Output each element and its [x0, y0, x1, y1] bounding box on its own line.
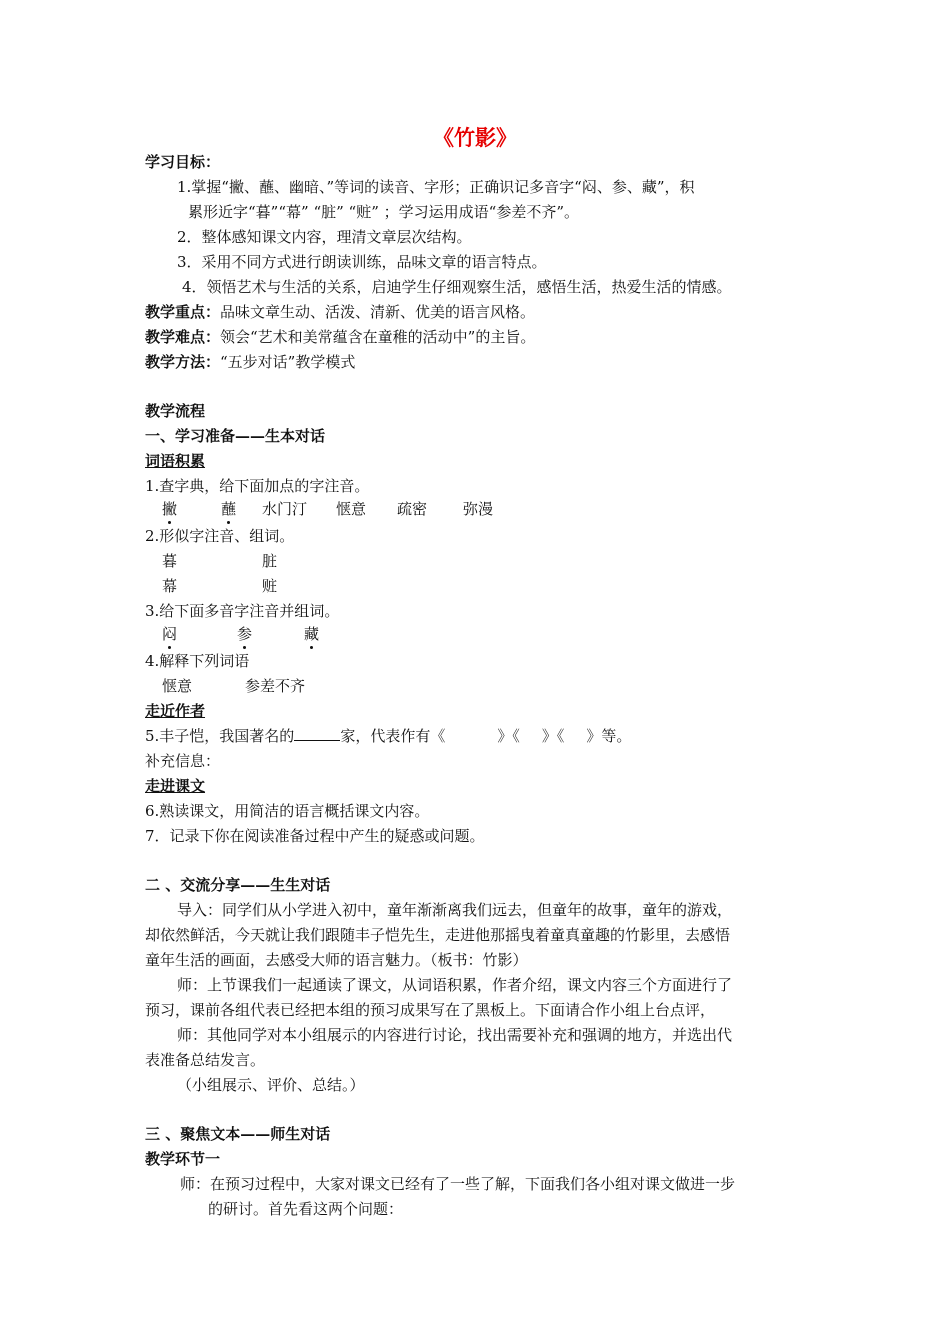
q5-part-b: 家，代表作有《	[340, 727, 446, 745]
q1-word-4	[336, 499, 366, 519]
objective-1: 1.掌握“撇、蘸、幽暗、”等词的读音、字形；正确识记多音字“闷、参、藏”，积	[177, 178, 695, 196]
question-3: 3.给下面多音字注音并组词。	[145, 602, 340, 620]
section2-line-1: 导入：同学们从小学进入初中，童年渐渐离我们远去，但童年的故事，童年的游戏，	[177, 901, 733, 919]
question-5	[145, 726, 631, 746]
question-2: 2.形似字注音、组词。	[145, 527, 295, 545]
q3-word-1-text: 闷	[162, 625, 178, 643]
method-label: 教学方法：	[145, 353, 221, 371]
q1-word-3	[262, 499, 307, 519]
section3-line-1: 师：在预习过程中，大家对课文已经有了一些了解，下面我们各小组对课文做进一步	[180, 1175, 736, 1193]
flow-label: 教学流程	[145, 402, 206, 420]
vocab-label: 词语积累	[145, 452, 206, 470]
section3-heading: 三 、聚焦文本——师生对话	[145, 1125, 331, 1143]
q4-word-2: 参差不齐	[245, 677, 306, 695]
q3-word-2	[237, 624, 252, 644]
q1-word-5-text: 疏密	[397, 500, 428, 518]
q1-word-6	[463, 499, 493, 519]
focus-line	[145, 302, 535, 322]
question-4: 4.解释下列词语	[145, 652, 250, 670]
objective-4: 4．领悟艺术与生活的关系，启迪学生仔细观察生活，感悟生活，热爱生活的情感。	[182, 278, 732, 296]
section2-heading: 二 、交流分享——生生对话	[145, 876, 331, 894]
objective-2: 2．整体感知课文内容，理清文章层次结构。	[177, 228, 472, 246]
method-text: “五步对话”教学模式	[220, 353, 356, 371]
section2-line-2: 却依然鲜活，今天就让我们跟随丰子恺先生，走进他那摇曳着童真童趣的竹影里，去感悟	[145, 926, 731, 944]
section3-subheading: 教学环节一	[145, 1150, 221, 1168]
q3-word-3	[304, 624, 319, 644]
question-6: 6.熟读课文，用简洁的语言概括课文内容。	[145, 802, 430, 820]
q5-part-e: 》等。	[586, 727, 632, 745]
objective-1-cont: 累形近字“暮”“幕” “脏” “赃” ；学习运用成语“参差不齐”。	[188, 203, 579, 221]
supplement-label: 补充信息：	[145, 752, 221, 770]
q1-word-6-text: 弥漫	[463, 500, 494, 518]
question-1: 1.查字典，给下面加点的字注音。	[145, 477, 370, 495]
q1-word-2	[221, 499, 236, 519]
q1-word-1-text: 撇	[162, 500, 178, 518]
q2-word-3: 幕	[162, 577, 178, 595]
q1-word-3-text: 水门汀	[262, 500, 308, 518]
focus-text: 品味文章生动、活泼、清新、优美的语言风格。	[220, 303, 536, 321]
q5-part-c: 》《	[497, 727, 520, 745]
difficulty-label: 教学难点：	[145, 328, 221, 346]
objective-3: 3．采用不同方式进行朗读训练，品味文章的语言特点。	[177, 253, 547, 271]
section2-line-7: 表准备总结发言。	[145, 1051, 266, 1069]
author-label: 走近作者	[145, 702, 206, 720]
q5-part-d: 》《	[541, 727, 565, 745]
q5-part-a: 5.丰子恺，我国著名的	[145, 727, 295, 745]
section2-line-6: 师：其他同学对本小组展示的内容进行讨论，找出需要补充和强调的地方，并选出代	[177, 1026, 733, 1044]
difficulty-line	[145, 327, 535, 347]
q1-word-2-text: 蘸	[221, 500, 237, 518]
document-title: 《竹影》	[433, 125, 517, 150]
section2-line-8: （小组展示、评价、总结。）	[177, 1076, 365, 1094]
q2-word-1: 暮	[162, 552, 178, 570]
question-7: 7．记录下你在阅读准备过程中产生的疑惑或问题。	[145, 827, 485, 845]
q3-word-3-text: 藏	[304, 625, 320, 643]
q2-word-2: 脏	[262, 552, 278, 570]
q2-word-4: 赃	[262, 577, 278, 595]
objectives-label: 学习目标：	[145, 153, 221, 171]
q3-word-2-text: 参	[237, 625, 253, 643]
section2-line-3: 童年生活的画面，去感受大师的语言魅力。（板书：竹影）	[145, 951, 528, 969]
method-line	[145, 352, 355, 372]
section1-heading: 一、学习准备——生本对话	[145, 427, 326, 445]
q1-word-5	[397, 499, 427, 519]
q1-word-1	[162, 499, 177, 519]
difficulty-text: 领会“艺术和美常蕴含在童稚的活动中”的主旨。	[220, 328, 536, 346]
focus-label: 教学重点：	[145, 303, 221, 321]
q5-blank[interactable]	[294, 726, 340, 741]
text-label: 走进课文	[145, 777, 206, 795]
q3-word-1	[162, 624, 177, 644]
q4-word-1: 惬意	[162, 677, 193, 695]
section3-line-2: 的研讨。首先看这两个问题：	[208, 1200, 404, 1218]
section2-line-4: 师：上节课我们一起通读了课文，从词语积累，作者介绍，课文内容三个方面进行了	[177, 976, 733, 994]
q1-word-4-text: 惬意	[336, 500, 367, 518]
section2-line-5: 预习，课前各组代表已经把本组的预习成果写在了黑板上。下面请合作小组上台点评，	[145, 1001, 716, 1019]
